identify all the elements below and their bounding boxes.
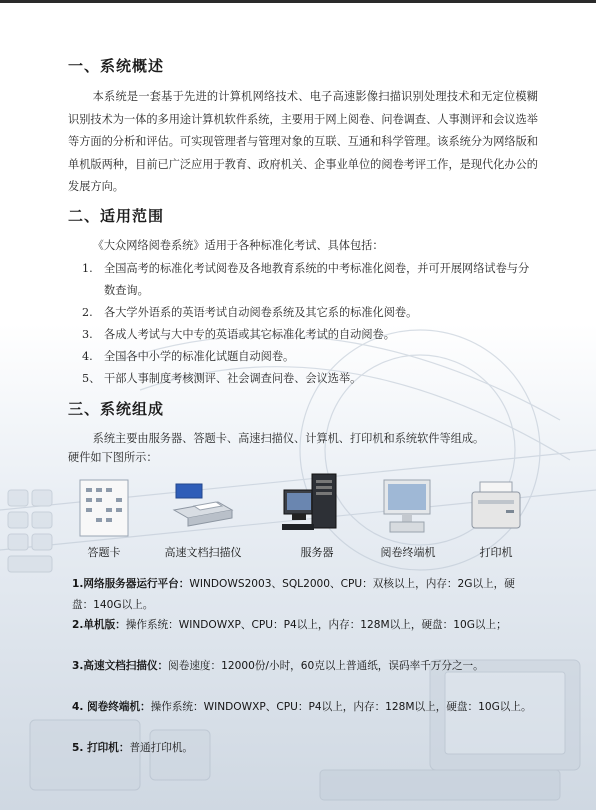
scanner-icon bbox=[168, 470, 238, 540]
spec-item: 3.高速文档扫描仪：阅卷速度：12000份/小时，60克以上普通纸，误码率千万分之一。 bbox=[72, 660, 484, 672]
list-item: 2. 各大学外语系的英语考试自动阅卷系统及其它系的标准化阅卷。 bbox=[82, 306, 418, 319]
printer-icon bbox=[466, 470, 526, 540]
spec-item: 2.单机版：操作系统：WINDOWXP、CPU：P4以上，内存：128M以上，硬盘：10G以上； bbox=[72, 619, 507, 631]
spec-item: 1.网络服务器运行平台：WINDOWS2003、SQL2000、CPU：双核以上，内存：2G以上，硬盘：140G以上。 bbox=[72, 578, 515, 611]
answer-card-icon bbox=[74, 470, 134, 540]
server-icon bbox=[282, 470, 352, 540]
composition-paragraph: 系统主要由服务器、答题卡、高速扫描仪、计算机、打印机和系统软件等组成。 bbox=[92, 432, 485, 445]
list-item: 4. 全国各中小学的标准化试题自动阅卷。 bbox=[82, 350, 295, 363]
device-label: 阅卷终端机 bbox=[380, 546, 436, 559]
scope-intro: 《大众网络阅卷系统》适用于各种标准化考试、具体包括： bbox=[92, 239, 384, 252]
overview-paragraph: 本系统是一套基于先进的计算机网络技术、电子高速影像扫描识别处理技术和无定位模糊识别技术为一体的多用途计算机软件系统，主要用于网上阅卷、问卷调查、人事测评和会议选举等方面的分析和评估。可实现管理者与管理对象的互联、互通和科学管理。该系统分为网络版和单机版两种，目前已广泛应用于教育、政府机关、企事业单位的阅卷考评工作，是现代化办公的发展方向。 bbox=[68, 90, 538, 193]
device-label: 高速文档扫描仪 bbox=[164, 546, 242, 559]
device-printer bbox=[466, 470, 526, 559]
device-label: 服务器 bbox=[300, 546, 334, 559]
hardware-subline: 硬件如下图所示： bbox=[68, 451, 158, 464]
spec-item: 5. 打印机：普通打印机。 bbox=[72, 742, 194, 754]
spec-item: 4. 阅卷终端机：操作系统：WINDOWXP、CPU：P4以上，内存：128M以上，硬盘：10G以上。 bbox=[72, 701, 532, 713]
device-server bbox=[282, 470, 352, 559]
device-answer-card bbox=[74, 470, 134, 559]
device-label: 打印机 bbox=[479, 546, 513, 559]
list-item: 3. 各成人考试与大中专的英语或其它标准化考试的自动阅卷。 bbox=[82, 328, 395, 341]
section-heading-composition: 三、系统组成 bbox=[68, 400, 165, 418]
section-heading-overview: 一、系统概述 bbox=[68, 57, 165, 75]
device-terminal bbox=[378, 470, 438, 559]
scope-list bbox=[82, 258, 532, 390]
section-heading-scope: 二、适用范围 bbox=[68, 207, 165, 225]
device-scanner bbox=[164, 470, 242, 559]
list-item: 1. 全国高考的标准化考试阅卷及各地教育系统的中考标准化阅卷，并可开展网络试卷与分数查询。 bbox=[82, 262, 530, 297]
list-item: 5、 干部人事制度考核测评、社会调查问卷、会议选举。 bbox=[82, 372, 362, 385]
terminal-icon bbox=[378, 470, 438, 540]
device-label: 答题卡 bbox=[87, 546, 121, 559]
